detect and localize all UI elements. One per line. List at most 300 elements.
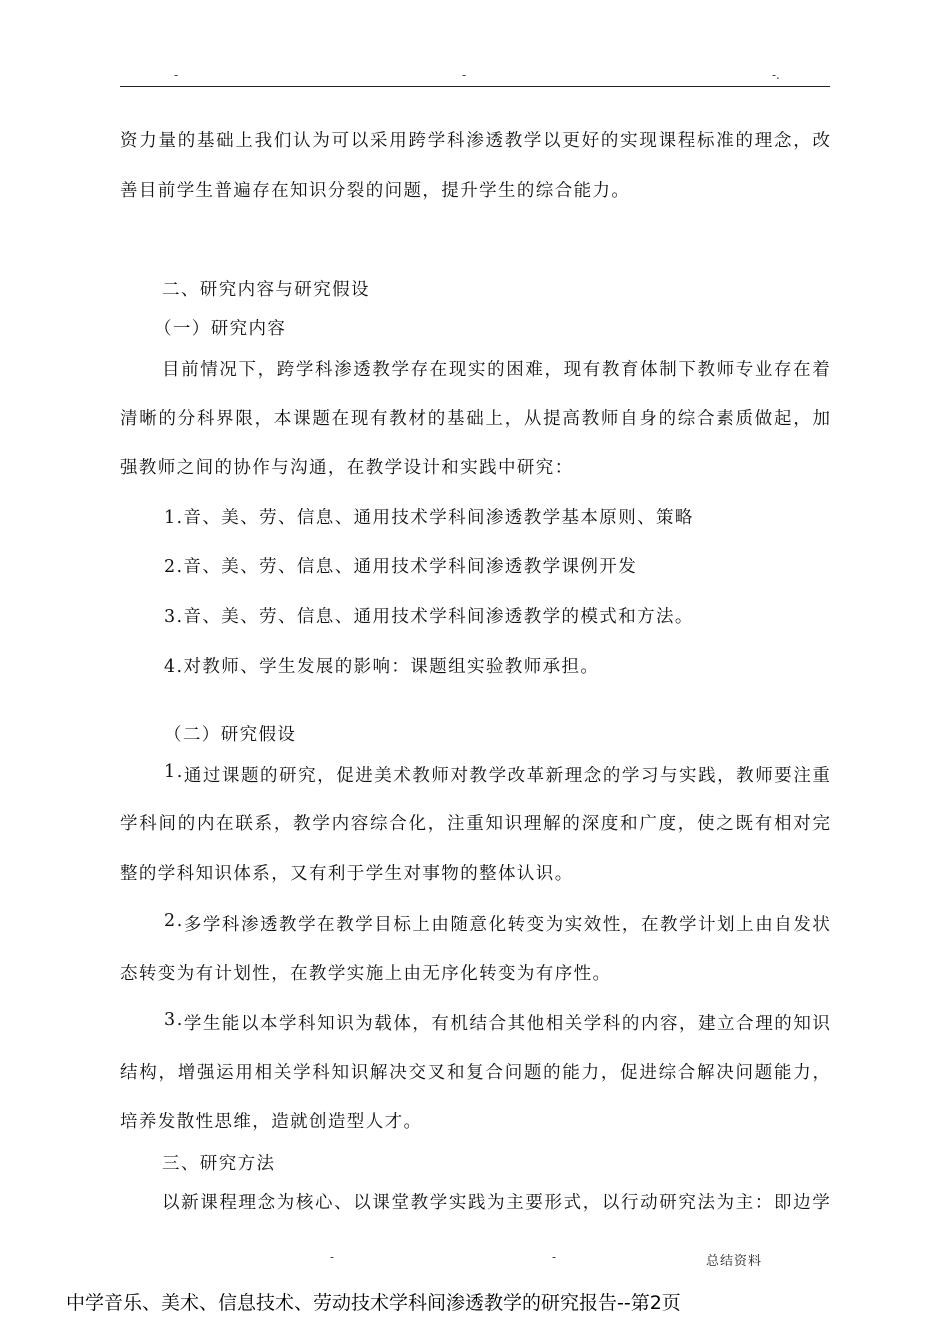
text-glyph: 现 [350, 409, 369, 429]
text-glyph: 堂 [391, 1193, 409, 1213]
text-glyph: 念 [583, 766, 602, 786]
text-glyph: ， [427, 814, 446, 834]
text-glyph: 相 [254, 1063, 273, 1083]
text-glyph: 体 [640, 360, 658, 380]
text-glyph: 计 [698, 915, 716, 935]
text-glyph: 内 [196, 814, 215, 834]
text-glyph: 他 [526, 1014, 545, 1034]
text-glyph: 载 [374, 1014, 392, 1034]
text-glyph: 的 [427, 409, 446, 429]
text-glyph: 科 [312, 1063, 330, 1083]
text-glyph: 解 [697, 1063, 715, 1083]
header-mark: -. [772, 68, 780, 82]
text-glyph: 科 [315, 360, 333, 380]
text-glyph: 们 [273, 131, 292, 151]
text-glyph: 上 [485, 409, 503, 429]
text-glyph: 为 [355, 1014, 373, 1034]
text-glyph: 实 [564, 915, 583, 935]
text-glyph: 增 [177, 1063, 196, 1083]
text-glyph: 主 [506, 1193, 524, 1213]
section-heading: 二、研究内容与研究假设 [162, 280, 370, 300]
text-glyph: 前 [181, 360, 199, 380]
text-glyph: 在 [317, 915, 335, 935]
text-glyph: 实 [620, 131, 638, 151]
text-glyph: 运 [216, 1063, 234, 1083]
text-glyph: 学 [679, 915, 697, 935]
text-glyph: 自 [620, 409, 638, 429]
text-glyph: 解 [370, 1063, 388, 1083]
text-glyph: ， [621, 915, 640, 935]
text-glyph: 改 [507, 766, 526, 786]
text-glyph: 术 [393, 766, 411, 786]
text-glyph: . [176, 1010, 183, 1030]
text-glyph: 综 [677, 409, 696, 429]
text-glyph: 以 [601, 1193, 620, 1213]
text-glyph: 标 [697, 131, 715, 151]
text-glyph: 学 [312, 814, 330, 834]
text-glyph: 科 [139, 814, 157, 834]
text-glyph: 为 [487, 1193, 505, 1213]
text-glyph: 题 [523, 1063, 542, 1083]
text-glyph: 度 [658, 814, 677, 834]
text-glyph: ： [754, 1193, 773, 1213]
text-glyph: 为 [276, 1193, 295, 1213]
text-glyph: ， [412, 1014, 430, 1034]
text-glyph: 新 [181, 1193, 199, 1213]
text-glyph: 更 [562, 131, 580, 151]
text-glyph: 强 [196, 1063, 215, 1083]
text-glyph: 意 [469, 915, 488, 935]
text-glyph: 晰 [139, 409, 157, 429]
text-glyph: 透 [260, 915, 278, 935]
text-glyph: 以 [162, 1193, 180, 1213]
text-glyph: 实 [468, 360, 486, 380]
text-glyph: 形 [544, 1193, 562, 1213]
text-glyph: 我 [254, 131, 273, 151]
text-glyph: 内 [331, 814, 350, 834]
text-glyph: 的 [621, 1014, 640, 1034]
list-item: 2.音、美、劳、信息、通用技术学科间渗透教学课例开发 [164, 557, 638, 577]
text-glyph: 心 [315, 1193, 333, 1213]
text-glyph: 学 [295, 360, 314, 380]
text-glyph: 系 [254, 814, 273, 834]
text-glyph: 教 [293, 814, 311, 834]
text-glyph: 理 [238, 1193, 256, 1213]
text-glyph: 程 [219, 1193, 237, 1213]
text-glyph: 理 [754, 131, 773, 151]
text-glyph: 着 [812, 360, 830, 380]
text-glyph: 课 [372, 1193, 390, 1213]
text-glyph: 准 [716, 131, 734, 151]
text-glyph: 制 [659, 360, 677, 380]
text-glyph: ， [582, 1193, 601, 1213]
text-glyph: 课 [658, 131, 677, 151]
text-glyph: 1 [164, 762, 176, 782]
text-glyph: 复 [466, 1063, 484, 1083]
footer-mark: - [330, 1250, 335, 1264]
text-glyph: 要 [525, 1193, 543, 1213]
subsection-heading: （一）研究内容 [154, 319, 287, 339]
text-glyph: 注 [446, 814, 465, 834]
paragraph-line [162, 1189, 830, 1214]
text-glyph: 结 [469, 1014, 488, 1034]
text-glyph: 改 [812, 131, 830, 151]
text-glyph: 做 [754, 409, 773, 429]
paragraph-line [162, 356, 830, 381]
text-glyph: 学 [202, 915, 221, 935]
text-glyph: 可 [331, 131, 350, 151]
text-glyph: 的 [177, 814, 196, 834]
text-glyph: 学 [355, 915, 373, 935]
paragraph-line: 整的学科知识体系，又有利于学生对事物的整体认识。 [120, 864, 574, 884]
text-glyph: 有 [431, 1014, 449, 1034]
text-glyph: 有 [754, 814, 773, 834]
text-glyph: 进 [639, 1063, 657, 1083]
text-glyph: 重 [812, 766, 830, 786]
text-glyph: 力 [793, 1063, 811, 1083]
list-item: 3.音、美、劳、信息、通用技术学科间渗透教学的模式和方法。 [164, 607, 694, 627]
text-glyph: . [176, 911, 183, 931]
text-glyph: 过 [202, 766, 221, 786]
text-glyph: 育 [621, 360, 639, 380]
text-glyph: 效 [583, 915, 602, 935]
text-glyph: 有 [370, 409, 388, 429]
text-glyph: 学 [279, 1014, 297, 1034]
text-glyph: ， [257, 360, 276, 380]
list-item: 1.音、美、劳、信息、通用技术学科间渗透教学基本原则、策略 [164, 508, 694, 528]
text-glyph: ， [793, 131, 811, 151]
text-glyph: 渗 [240, 915, 259, 935]
text-glyph: 在 [429, 360, 448, 380]
text-glyph: 革 [526, 766, 545, 786]
text-glyph: 识 [350, 1063, 369, 1083]
text-glyph: 关 [564, 1014, 583, 1034]
text-glyph: 下 [678, 360, 696, 380]
text-glyph: 核 [295, 1193, 314, 1213]
text-glyph: 课 [221, 766, 240, 786]
text-glyph: 的 [774, 1014, 792, 1034]
paragraph-line: 态转变为有计划性，在教学实施上由无序化转变为有序性。 [120, 964, 612, 984]
text-glyph: 资 [120, 131, 138, 151]
text-glyph: 究 [678, 1193, 696, 1213]
text-glyph: 本 [273, 409, 292, 429]
text-glyph: 综 [658, 1063, 677, 1083]
text-glyph: 决 [716, 1063, 734, 1083]
text-glyph: 念 [257, 1193, 276, 1213]
text-glyph: 在 [331, 409, 350, 429]
text-glyph: 教 [412, 766, 430, 786]
footer-mark: - [552, 1250, 557, 1264]
text-glyph: 随 [450, 915, 468, 935]
text-glyph: 加 [812, 409, 830, 429]
paragraph-line: 培养发散性思维，造就创造型人才。 [120, 1112, 423, 1132]
text-glyph: 对 [793, 814, 811, 834]
text-glyph: 透 [485, 131, 503, 151]
text-glyph: 问 [735, 1063, 753, 1083]
text-glyph: 跨 [408, 131, 427, 151]
text-glyph: 能 [221, 1014, 240, 1034]
paragraph-line [120, 127, 830, 152]
text-glyph: 能 [562, 1063, 580, 1083]
text-glyph: 实 [448, 1193, 467, 1213]
text-glyph: 究 [298, 766, 316, 786]
text-glyph: 在 [793, 360, 811, 380]
text-glyph: 教 [504, 131, 523, 151]
text-glyph: 的 [602, 766, 621, 786]
text-glyph: 以 [350, 131, 369, 151]
text-glyph: ， [254, 409, 273, 429]
text-glyph: 知 [331, 1063, 350, 1083]
footer-label: 总结资料 [706, 1254, 763, 1269]
text-glyph: 践 [698, 766, 716, 786]
text-glyph: 教 [279, 915, 297, 935]
text-glyph: 理 [564, 766, 583, 786]
text-glyph: 体 [393, 1014, 411, 1034]
text-glyph: 2 [164, 911, 176, 931]
text-glyph: 、 [334, 1193, 352, 1213]
text-glyph: 教 [659, 915, 678, 935]
text-glyph: 度 [600, 814, 619, 834]
text-glyph: 存 [774, 360, 792, 380]
text-glyph: 渗 [466, 131, 484, 151]
text-glyph: 教 [697, 360, 715, 380]
text-glyph: 学 [523, 131, 542, 151]
text-glyph: 用 [235, 1063, 253, 1083]
page-caption: 中学音乐、美术、信息技术、劳动技术学科间渗透教学的研究报告--第2页 [66, 1292, 681, 1314]
text-glyph: 困 [506, 360, 524, 380]
text-glyph: 促 [620, 1063, 638, 1083]
text-glyph: 高 [562, 409, 580, 429]
text-glyph: 清 [120, 409, 138, 429]
text-glyph: 综 [370, 814, 388, 834]
text-glyph: 促 [336, 766, 354, 786]
list-item: 4.对教师、学生发展的影响：课题组实验教师承担。 [164, 657, 600, 677]
text-glyph: 新 [545, 766, 564, 786]
paragraph-line [120, 1059, 830, 1084]
text-glyph: ， [717, 766, 735, 786]
text-glyph: ， [158, 1063, 176, 1083]
text-glyph: 程 [677, 131, 696, 151]
text-glyph: 构 [139, 1063, 157, 1083]
text-glyph: 的 [543, 1063, 561, 1083]
text-glyph: 的 [658, 409, 677, 429]
text-glyph: 科 [446, 131, 465, 151]
text-glyph: 素 [716, 409, 734, 429]
text-glyph: 要 [774, 766, 792, 786]
text-glyph: 解 [543, 814, 561, 834]
text-glyph: 行 [621, 1193, 639, 1213]
text-glyph: 教 [469, 766, 488, 786]
text-glyph: 由 [755, 915, 773, 935]
text-glyph: 注 [793, 766, 811, 786]
text-glyph: 在 [640, 915, 659, 935]
text-glyph: 对 [450, 766, 468, 786]
text-glyph: 美 [374, 766, 392, 786]
text-glyph: 存 [410, 360, 429, 380]
text-glyph: 识 [336, 1014, 354, 1034]
text-glyph: 渗 [334, 360, 352, 380]
text-glyph: 下 [238, 360, 256, 380]
text-glyph: 材 [408, 409, 427, 429]
text-glyph: 内 [640, 1014, 659, 1034]
text-glyph: 容 [659, 1014, 678, 1034]
text-glyph: 习 [640, 766, 659, 786]
text-glyph: 课 [293, 409, 311, 429]
text-glyph: 从 [523, 409, 542, 429]
text-glyph: 题 [754, 1063, 773, 1083]
paragraph-line [164, 762, 830, 787]
text-glyph: 的 [177, 131, 196, 151]
text-glyph: 现 [639, 131, 657, 151]
text-glyph: 性 [602, 915, 621, 935]
text-glyph: 决 [389, 1063, 407, 1083]
text-glyph: 生 [202, 1014, 221, 1034]
text-glyph: 由 [431, 915, 449, 935]
text-glyph: ， [317, 766, 335, 786]
text-glyph: 能 [773, 1063, 792, 1083]
text-glyph: 教 [389, 409, 407, 429]
text-glyph: 化 [408, 814, 427, 834]
text-glyph: 关 [273, 1063, 292, 1083]
text-glyph: 力 [581, 1063, 600, 1083]
text-glyph: 践 [468, 1193, 486, 1213]
text-glyph: 学 [812, 1193, 830, 1213]
text-glyph: 学 [488, 766, 507, 786]
text-glyph: 现 [448, 360, 467, 380]
text-glyph: 的 [158, 409, 176, 429]
text-glyph: ， [273, 814, 292, 834]
text-glyph: 联 [235, 814, 253, 834]
text-glyph: 教 [336, 915, 354, 935]
text-glyph: 机 [450, 1014, 468, 1034]
text-glyph: 跨 [276, 360, 295, 380]
text-glyph: 学 [429, 1193, 448, 1213]
text-glyph: 间 [158, 814, 176, 834]
text-glyph: 题 [240, 766, 259, 786]
text-glyph: 专 [735, 360, 754, 380]
text-glyph: 身 [639, 409, 657, 429]
text-glyph: 相 [773, 814, 792, 834]
paragraph-line [164, 911, 830, 936]
paragraph-line [120, 810, 830, 835]
text-glyph: 的 [487, 360, 505, 380]
text-glyph: 学 [298, 915, 316, 935]
paragraph-line: 善目前学生普遍存在知识分裂的问题，提升学生的综合能力。 [120, 181, 631, 201]
text-glyph: 法 [697, 1193, 715, 1213]
text-glyph: 知 [317, 1014, 335, 1034]
text-glyph: 学 [621, 766, 640, 786]
text-glyph: 师 [716, 360, 735, 380]
text-glyph: 式 [563, 1193, 582, 1213]
text-glyph: 边 [793, 1193, 811, 1213]
text-glyph: 在 [216, 814, 234, 834]
text-glyph: 教 [410, 1193, 429, 1213]
text-glyph: 界 [216, 409, 234, 429]
text-glyph: 理 [755, 1014, 773, 1034]
text-glyph: 题 [312, 409, 330, 429]
text-glyph: 学 [183, 1014, 202, 1034]
header-mark: - [462, 68, 467, 82]
text-glyph: ， [679, 1014, 697, 1034]
text-glyph: 教 [601, 360, 620, 380]
text-glyph: 基 [446, 409, 465, 429]
text-glyph: 采 [370, 131, 388, 151]
text-glyph: 科 [602, 1014, 621, 1034]
text-glyph: 为 [312, 131, 330, 151]
text-glyph: 化 [488, 915, 507, 935]
text-glyph: 主 [735, 1193, 754, 1213]
text-glyph: 限 [235, 409, 253, 429]
text-glyph: 力 [139, 131, 157, 151]
text-glyph: 实 [679, 766, 697, 786]
text-glyph: 合 [488, 1014, 507, 1034]
header-mark: - [174, 68, 179, 82]
text-glyph: 以 [240, 1014, 259, 1034]
text-glyph: 本 [260, 1014, 278, 1034]
text-glyph: 通 [183, 766, 202, 786]
text-glyph: 研 [659, 1193, 677, 1213]
text-glyph: 动 [640, 1193, 658, 1213]
text-glyph: 多 [183, 915, 202, 935]
text-glyph: 既 [735, 814, 753, 834]
header-rule [120, 86, 830, 87]
text-glyph: 识 [504, 814, 523, 834]
text-glyph: 学 [427, 131, 446, 151]
text-glyph: 变 [526, 915, 545, 935]
text-glyph: . [176, 762, 183, 782]
text-glyph: 教 [581, 409, 600, 429]
text-glyph: 目 [374, 915, 392, 935]
text-glyph: 量 [158, 131, 176, 151]
text-glyph: 础 [216, 131, 234, 151]
text-glyph: 合 [697, 409, 715, 429]
text-glyph: 的 [600, 131, 619, 151]
text-glyph: 业 [754, 360, 773, 380]
text-glyph: 学 [583, 1014, 602, 1034]
text-glyph: 起 [773, 409, 792, 429]
paragraph-line: 强教师之间的协作与沟通，在教学设计和实践中研究： [120, 458, 574, 478]
text-glyph: 用 [389, 131, 407, 151]
text-glyph: 和 [446, 1063, 465, 1083]
text-glyph: 础 [466, 409, 484, 429]
text-glyph: 重 [466, 814, 484, 834]
text-glyph: 合 [736, 1014, 754, 1034]
text-glyph: 质 [735, 409, 753, 429]
text-glyph: 合 [485, 1063, 503, 1083]
text-glyph: 学 [391, 360, 409, 380]
text-glyph: 相 [545, 1014, 564, 1034]
text-glyph: 立 [717, 1014, 735, 1034]
text-glyph: ， [544, 360, 562, 380]
text-glyph: 容 [350, 814, 369, 834]
text-glyph: 建 [698, 1014, 716, 1034]
text-glyph: 难 [525, 360, 543, 380]
text-glyph: 深 [581, 814, 600, 834]
text-glyph: 交 [408, 1063, 427, 1083]
text-glyph: 完 [812, 814, 830, 834]
text-glyph: 即 [774, 1193, 792, 1213]
text-glyph: 3 [164, 1010, 176, 1030]
text-glyph: 透 [353, 360, 371, 380]
text-glyph: 理 [523, 814, 542, 834]
text-glyph: 转 [507, 915, 526, 935]
paragraph-line [164, 1010, 830, 1035]
section-heading: 三、研究方法 [162, 1154, 276, 1174]
text-glyph: 的 [735, 131, 753, 151]
text-glyph: 念 [773, 131, 792, 151]
text-glyph: 目 [162, 360, 180, 380]
text-glyph: 分 [177, 409, 196, 429]
